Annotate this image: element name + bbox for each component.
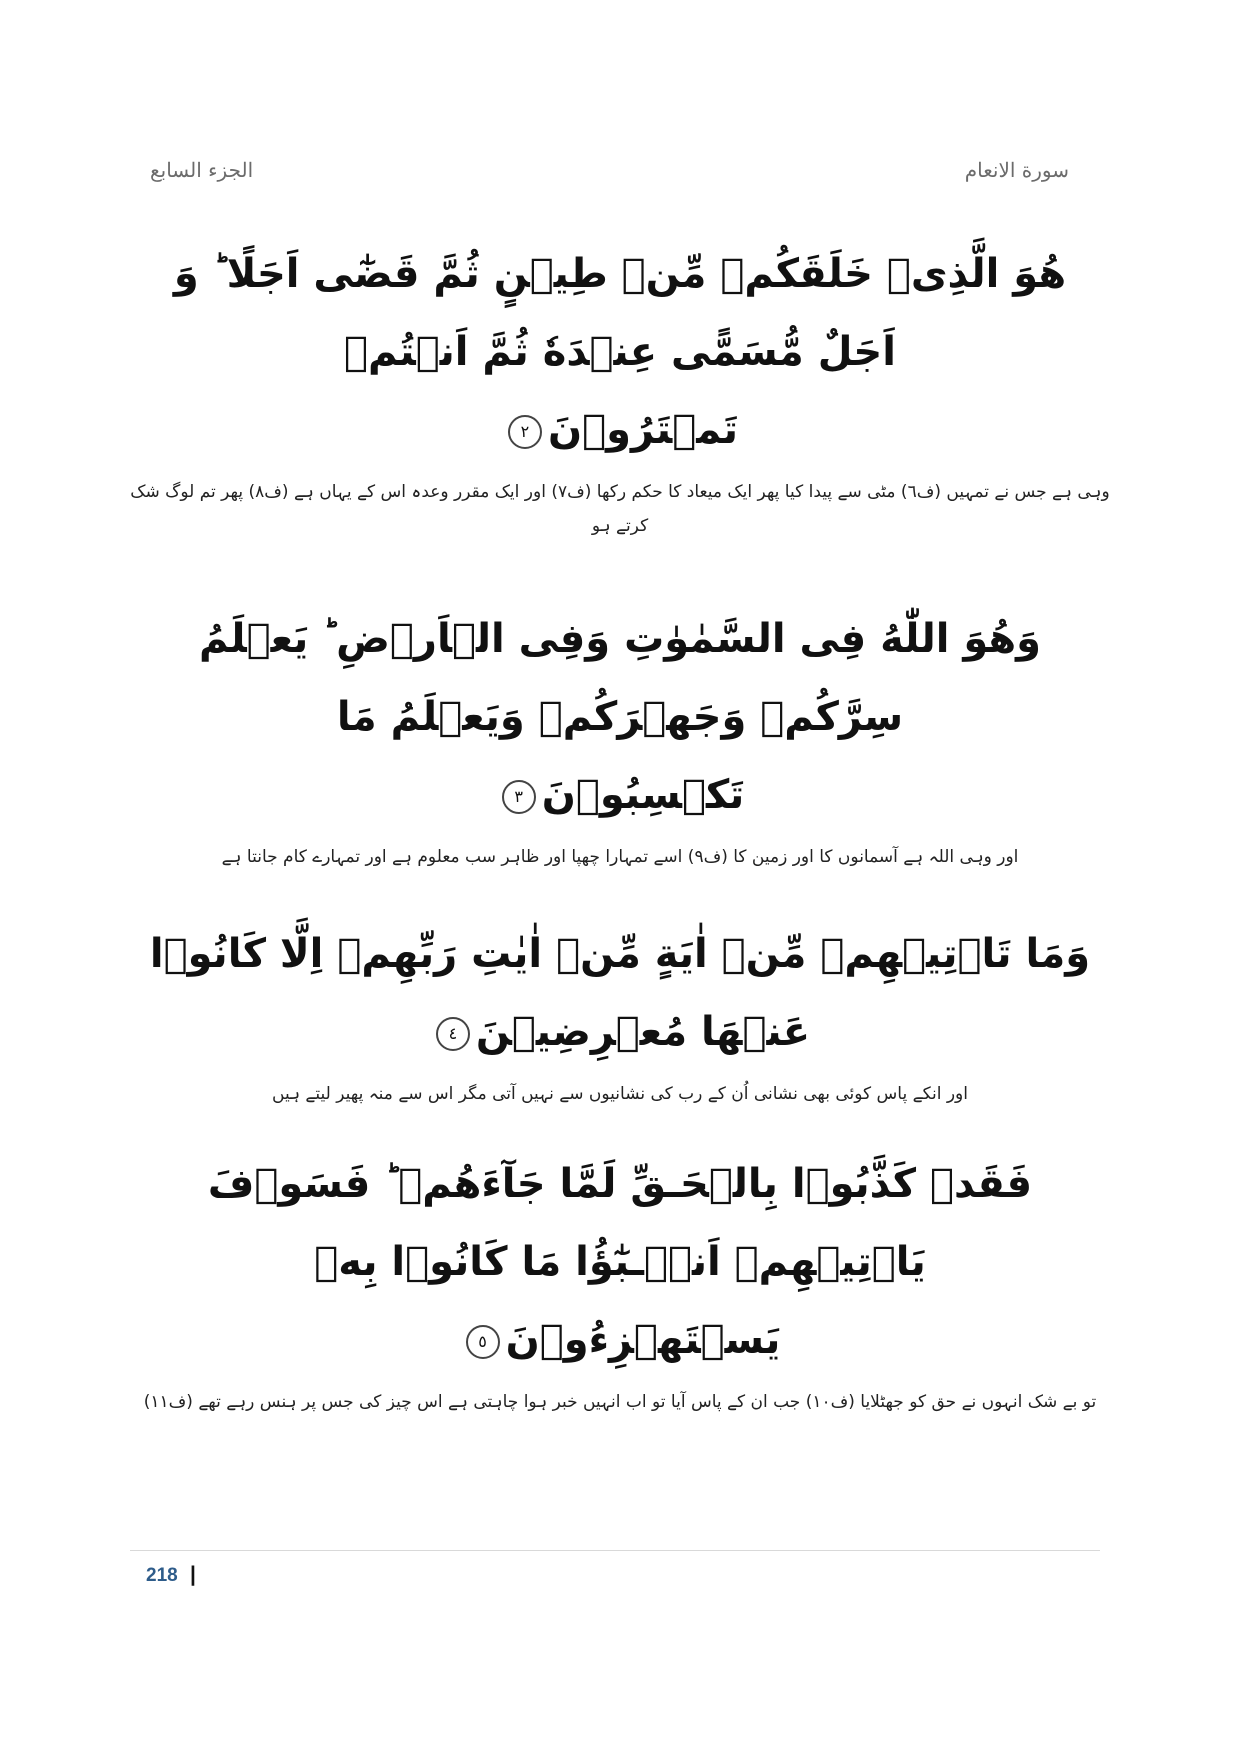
arabic-line: تَكۡسِبُوۡنَ — [541, 772, 745, 818]
arabic-verse — [130, 235, 1110, 469]
arabic-verse — [130, 600, 1110, 834]
arabic-verse — [130, 1145, 1110, 1379]
arabic-line: يَسۡتَهۡزِءُوۡنَ — [505, 1317, 781, 1363]
arabic-line: تَمۡتَرُوۡنَ — [547, 407, 739, 453]
footer-divider — [130, 1550, 1100, 1551]
page-number: 218 — [146, 1565, 178, 1586]
arabic-line: وَمَا تَاۡتِيۡهِمۡ مِّنۡ اٰيَةٍ مِّنۡ اٰيٰتِ رَبِّهِمۡ اِلَّا كَانُوۡا عَنۡهَا مُعۡرِضِيۡنَ — [149, 931, 1091, 1055]
verse-number-marker: ٤ — [436, 1017, 470, 1051]
verse-number-marker: ٥ — [466, 1325, 500, 1359]
surah-header: سورة الانعام — [964, 158, 1069, 182]
verse-block — [130, 1145, 1110, 1419]
arabic-line: وَهُوَ اللّٰهُ فِى السَّمٰوٰتِ وَفِى الۡاَرۡضِ‌ ؕ يَعۡلَمُ سِرَّكُمۡ وَجَهۡرَكُمۡ وَيَعۡلَمُ مَا — [198, 616, 1042, 740]
urdu-translation: اور وہی اللہ ہے آسمانوں کا اور زمین کا (ف٩) اسے تمہارا چھپا اور ظاہر سب معلوم ہے اور تمہارے کام جانتا ہے — [221, 847, 1019, 867]
urdu-translation: تو بے شک انہوں نے حق کو جھٹلایا (ف١٠) جب ان کے پاس آیا تو اب انہیں خبر ہوا چاہتی ہے اس چیز کی جس پر ہنس رہے تھے (ف١١) — [143, 1392, 1097, 1412]
verse-number-marker: ٢ — [508, 415, 542, 449]
urdu-translation: وہی ہے جس نے تمہیں (ف٦) مٹی سے پیدا کیا پھر ایک میعاد کا حکم رکھا (ف٧) اور ایک مقرر وعدہ اس کے یہاں ہے (ف٨) پھر تم لوگ شک کرتے ہو — [130, 482, 1110, 536]
arabic-verse — [130, 915, 1110, 1071]
verse-number-marker: ٣ — [502, 780, 536, 814]
arabic-line: هُوَ الَّذِىۡ خَلَقَكُمۡ مِّنۡ طِيۡنٍ ثُمَّ قَضٰٓى اَجَلًا ‌ؕ وَ اَجَلٌ مُّسَمًّى عِنۡدَهٗ ثُمَّ اَنۡتُمۡ — [173, 251, 1067, 375]
juz-header: الجزء السابع — [150, 158, 254, 182]
verse-block — [130, 915, 1110, 1111]
urdu-translation: اور انکے پاس کوئی بھی نشانی اُن کے رب کی نشانیوں سے نہیں آتی مگر اس سے منہ پھیر لیتے ہیں — [272, 1084, 968, 1104]
arabic-line: فَقَدۡ كَذَّبُوۡا بِالۡحَـقِّ لَمَّا جَآءَهُمۡ‌ ؕ فَسَوۡفَ يَاۡتِيۡهِمۡ اَنۡۢـبٰٓؤُا مَا كَانُوۡا بِهٖ — [207, 1161, 1033, 1285]
verse-block — [130, 235, 1110, 543]
page-number-separator: | — [190, 1563, 196, 1586]
verse-block — [130, 600, 1110, 874]
